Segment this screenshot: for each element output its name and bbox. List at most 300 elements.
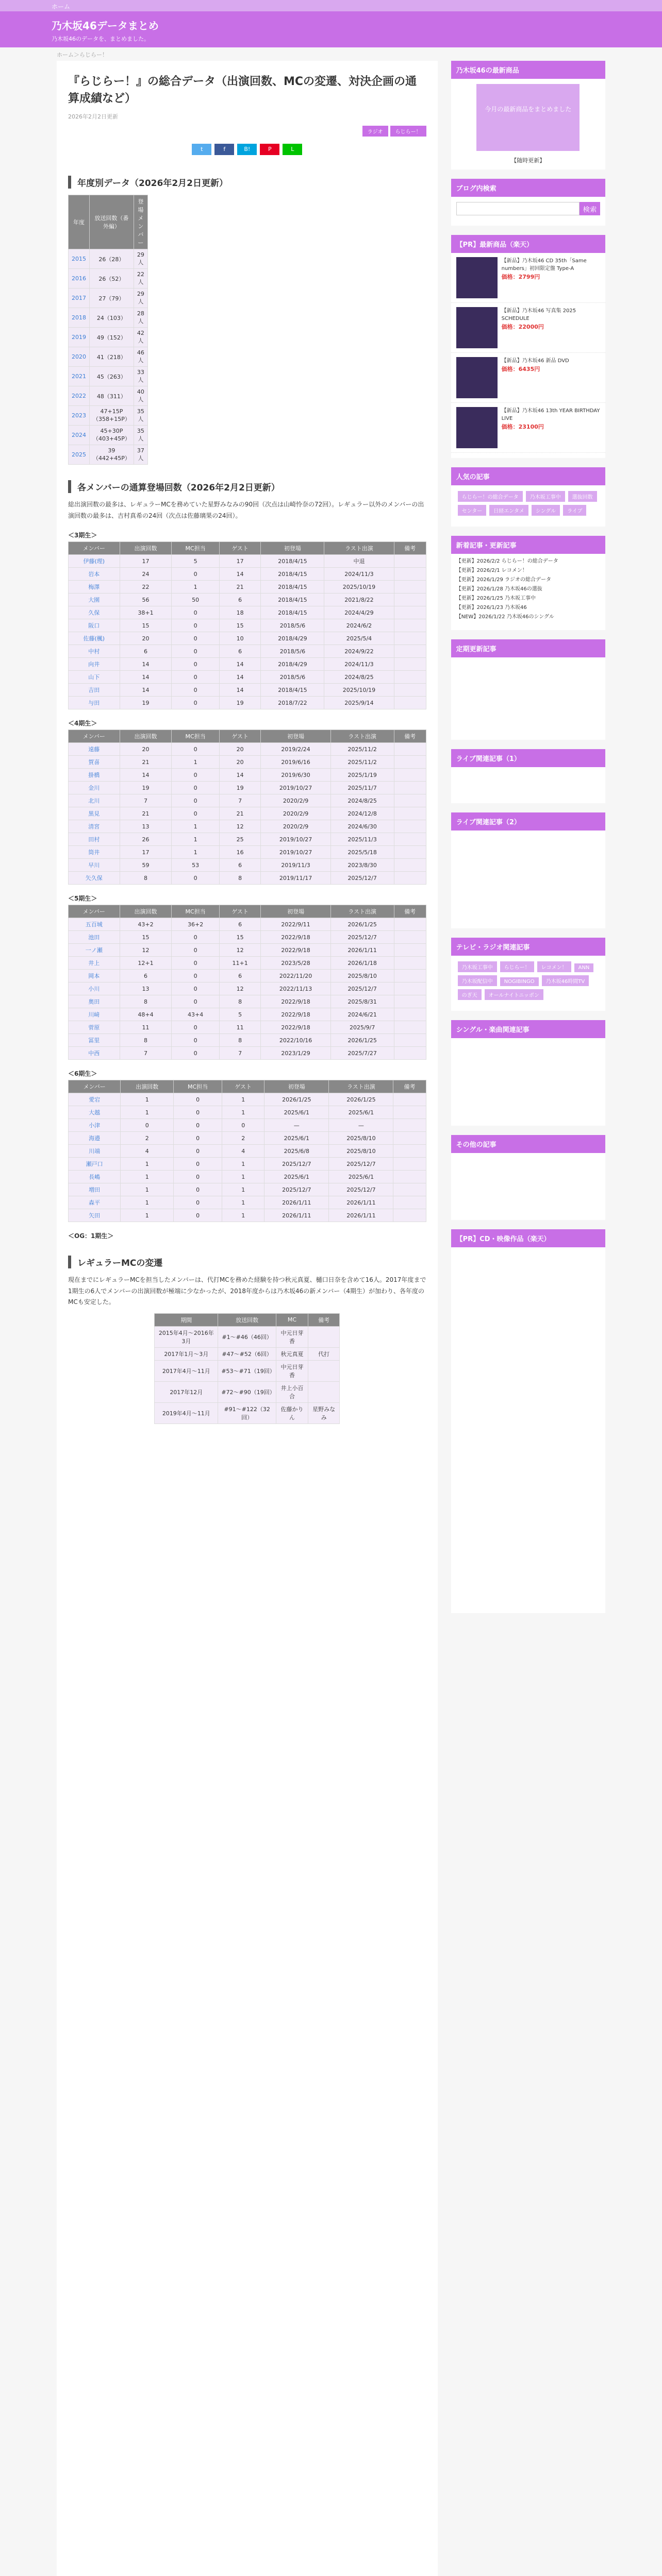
table-cell: 6: [219, 594, 261, 606]
table-row: [69, 1047, 426, 1060]
table-row: [155, 1381, 340, 1402]
col-header: 登場メンバー: [134, 195, 147, 249]
member-link[interactable]: 小川: [69, 982, 120, 995]
product-item[interactable]: [451, 303, 605, 353]
member-link[interactable]: 山下: [69, 671, 120, 684]
col-header: ゲスト: [219, 905, 261, 918]
sidebar-heading: 新着記事・更新記事: [451, 536, 605, 554]
tag-rajira[interactable]: らじらー！: [390, 126, 426, 137]
chip-link[interactable]: 乃木坂工事中: [526, 491, 565, 502]
sidebar-tv: [451, 938, 605, 1011]
chip-link[interactable]: らじらー！の総合データ: [458, 491, 523, 502]
table-cell: 24（103）: [90, 308, 134, 328]
table-cell: [393, 1158, 426, 1171]
member-link[interactable]: 中村: [69, 645, 120, 658]
table-row: [69, 367, 148, 386]
table-cell: 12: [219, 982, 261, 995]
facebook-share-button[interactable]: f: [214, 144, 234, 155]
chip-link[interactable]: センター: [458, 505, 487, 516]
table-cell: 14: [219, 684, 261, 697]
table-cell: [394, 782, 426, 794]
table-cell: 0: [172, 1021, 219, 1034]
table-cell: 12: [219, 820, 261, 833]
table-cell: 0: [172, 769, 219, 782]
member-link[interactable]: 遠藤: [69, 743, 120, 756]
table-row: [69, 269, 148, 289]
product-price: 価格：23100円: [501, 423, 544, 430]
chip-link[interactable]: オールナイトニッポン: [485, 989, 543, 1000]
member-link[interactable]: 森平: [69, 1196, 121, 1209]
table-cell: #47〜#52（6回）: [218, 1347, 276, 1360]
col-header: MC担当: [172, 730, 219, 743]
member-link[interactable]: 北川: [69, 794, 120, 807]
col-header: 初登場: [264, 1080, 329, 1093]
table-cell: 2025/8/31: [330, 995, 394, 1008]
table-cell: 33人: [134, 367, 147, 386]
member-link[interactable]: 長嶋: [69, 1171, 121, 1183]
table-cell: 15: [219, 931, 261, 944]
member-link[interactable]: 五百城: [69, 918, 120, 931]
member-link[interactable]: 阪口: [69, 619, 120, 632]
sidebar-new-products: [451, 61, 605, 170]
table-cell: 中元日芽香: [276, 1360, 308, 1381]
table-cell: [394, 606, 426, 619]
table-cell: 7: [120, 1047, 172, 1060]
member-link[interactable]: 筒井: [69, 846, 120, 859]
member-link[interactable]: 早川: [69, 859, 120, 872]
table-cell: 1: [121, 1158, 174, 1171]
member-link[interactable]: 矢久保: [69, 872, 120, 885]
member-link[interactable]: 吉田: [69, 684, 120, 697]
table-cell: 11: [219, 1021, 261, 1034]
member-link[interactable]: 矢田: [69, 1209, 121, 1222]
table-cell: 6: [219, 645, 261, 658]
table-row: [69, 658, 426, 671]
table-cell: 2024/4/29: [324, 606, 394, 619]
table-cell: 1: [172, 756, 219, 769]
table-cell: 2026/1/25: [329, 1093, 393, 1106]
member-link[interactable]: 向井: [69, 658, 120, 671]
table-cell: 1: [172, 833, 219, 846]
sidebar-history: [451, 639, 605, 740]
table-cell: 2019/11/17: [261, 872, 330, 885]
member-link[interactable]: 一ノ瀬: [69, 944, 120, 957]
table-cell: 2022/9/18: [261, 1021, 330, 1034]
col-header: 出演回数: [121, 1080, 174, 1093]
table-cell: [394, 970, 426, 982]
table-cell: 15: [120, 931, 172, 944]
member-link[interactable]: 冨里: [69, 1034, 120, 1047]
table-cell: 星野みなみ: [308, 1402, 340, 1423]
member-link[interactable]: 黒見: [69, 807, 120, 820]
table-row: [69, 756, 426, 769]
member-link[interactable]: 川﨑: [69, 1008, 120, 1021]
table-cell: 0: [172, 931, 219, 944]
product-image[interactable]: [456, 307, 498, 348]
table-cell: 43+4: [172, 1008, 219, 1021]
table-cell: 1: [121, 1209, 174, 1222]
year-link[interactable]: 2024: [69, 426, 90, 445]
news-item[interactable]: 【更新】2026/2/1 レコメン！: [456, 568, 527, 573]
member-link[interactable]: 奥田: [69, 995, 120, 1008]
news-item[interactable]: 【更新】2026/1/23 乃木坂46: [456, 605, 527, 611]
member-link[interactable]: 大園: [69, 594, 120, 606]
table-cell: 4: [222, 1145, 264, 1158]
chip-link[interactable]: 乃木坂工事中: [458, 961, 497, 972]
table-cell: 0: [174, 1106, 222, 1119]
new-products-link[interactable]: 【随時更新】: [511, 157, 545, 164]
table-cell: [394, 957, 426, 970]
table-row: [69, 872, 426, 885]
chip-link[interactable]: のぎ天: [458, 989, 482, 1000]
table-cell: 21: [120, 807, 172, 820]
pocket-share-button[interactable]: P: [260, 144, 279, 155]
col-header: 初登場: [261, 905, 330, 918]
table-cell: [394, 594, 426, 606]
member-link[interactable]: 清宮: [69, 820, 120, 833]
table-cell: 20: [120, 743, 172, 756]
col-header: メンバー: [69, 542, 120, 555]
table-cell: [394, 756, 426, 769]
table-cell: 0: [172, 982, 219, 995]
year-link[interactable]: 2023: [69, 406, 90, 426]
table-cell: 14: [120, 658, 172, 671]
line-share-button[interactable]: L: [283, 144, 302, 155]
search-button[interactable]: 検索: [580, 202, 600, 215]
site-title[interactable]: 乃木坂46データまとめ: [52, 20, 159, 32]
table-row: [69, 347, 148, 367]
mc-table: [154, 1313, 340, 1424]
member-link[interactable]: 瀬戸口: [69, 1158, 121, 1171]
table-row: [69, 406, 148, 426]
table-row: [69, 769, 426, 782]
table-cell: [394, 807, 426, 820]
table-cell: 2020/2/9: [261, 794, 330, 807]
table-cell: 0: [172, 645, 219, 658]
table-cell: 48（311）: [90, 386, 134, 406]
mc-intro: 現在までにレギュラーMCを担当したメンバーは、代打MCを務めた経験を持つ秋元真夏、樋口日奈を含めて16人。2017年度まで1期生の6人でメンバーの出演回数が極端に少なかったが、2018年度からは乃木坂46の新メンバー（4期生）が加わり、各年度のMCも安定した。: [68, 1276, 426, 1306]
member-link[interactable]: 佐藤(楓): [69, 632, 120, 645]
table-cell: [393, 1132, 426, 1145]
member-link[interactable]: 掛橋: [69, 769, 120, 782]
news-item[interactable]: 【更新】2026/2/2 らじらー！の総合データ: [456, 558, 558, 564]
table-row: [69, 995, 426, 1008]
table-row: [69, 820, 426, 833]
table-cell: 14: [219, 568, 261, 581]
table-cell: [393, 1209, 426, 1222]
table-cell: [308, 1360, 340, 1381]
chip-link[interactable]: 選抜回数: [568, 491, 597, 502]
table-row: [69, 632, 426, 645]
table-cell: 2018/4/15: [261, 568, 324, 581]
section-heading-year: 年度別データ（2026年2月2日更新）: [68, 176, 426, 189]
table-cell: 7: [219, 794, 261, 807]
table-cell: 2024/9/22: [324, 645, 394, 658]
table-cell: 20: [120, 632, 172, 645]
table-cell: 2024/11/3: [324, 568, 394, 581]
table-cell: [394, 918, 426, 931]
table-cell: 18: [219, 606, 261, 619]
member-link[interactable]: 伊藤(理): [69, 555, 120, 568]
table-cell: 25: [219, 833, 261, 846]
table-cell: [394, 671, 426, 684]
product-title[interactable]: 【新品】乃木坂46 写真集 2025 SCHEDULE: [501, 308, 576, 321]
sidebar-heading: その他の記事: [451, 1135, 605, 1153]
member-link[interactable]: 中西: [69, 1047, 120, 1060]
table-row: [69, 846, 426, 859]
table-cell: 2025/6/1: [264, 1171, 329, 1183]
product-item[interactable]: [451, 403, 605, 453]
table-cell: [393, 1196, 426, 1209]
table-row: [69, 1021, 426, 1034]
col-header: 備考: [394, 730, 426, 743]
table-cell: [394, 1021, 426, 1034]
table-cell: #53〜#71（19回）: [218, 1360, 276, 1381]
table-row: [69, 807, 426, 820]
year-link[interactable]: 2015: [69, 249, 90, 269]
col-header: 初登場: [261, 730, 330, 743]
table-cell: 2018/5/6: [261, 671, 324, 684]
table-row: [69, 671, 426, 684]
table-row: [69, 970, 426, 982]
table-row: [69, 594, 426, 606]
chip-link[interactable]: シングル: [532, 505, 560, 516]
table-cell: 14: [120, 671, 172, 684]
gen3-table: [68, 541, 426, 709]
table-cell: 2: [121, 1132, 174, 1145]
chip-link[interactable]: レコメン！: [537, 961, 571, 972]
table-cell: 39（442+45P）: [90, 445, 134, 465]
member-link[interactable]: 久保: [69, 606, 120, 619]
member-link[interactable]: 大越: [69, 1106, 121, 1119]
chip-link[interactable]: 日経エンタメ: [489, 505, 528, 516]
table-cell: 26（52）: [90, 269, 134, 289]
member-link[interactable]: 岩本: [69, 568, 120, 581]
table-cell: 14: [120, 769, 172, 782]
member-link[interactable]: 海邉: [69, 1132, 121, 1145]
member-link[interactable]: 増田: [69, 1183, 121, 1196]
table-cell: 47+15P（358+15P）: [90, 406, 134, 426]
table-cell: 2025/12/7: [264, 1158, 329, 1171]
twitter-share-button[interactable]: t: [192, 144, 211, 155]
member-link[interactable]: 梅澤: [69, 581, 120, 594]
section-heading-member: 各メンバーの通算登場回数（2026年2月2日更新）: [68, 480, 426, 493]
chip-link[interactable]: らじらー！: [500, 961, 534, 972]
product-image[interactable]: [456, 407, 498, 448]
table-cell: 2025/11/7: [330, 782, 394, 794]
table-cell: 1: [172, 581, 219, 594]
table-cell: 8: [219, 995, 261, 1008]
table-cell: [394, 568, 426, 581]
table-cell: 28人: [134, 308, 147, 328]
table-cell: [394, 944, 426, 957]
sidebar-live1: [451, 749, 605, 803]
table-cell: 21: [219, 807, 261, 820]
table-cell: 12: [120, 944, 172, 957]
product-image[interactable]: [456, 257, 498, 298]
year-link[interactable]: 2020: [69, 347, 90, 367]
table-cell: 21: [219, 581, 261, 594]
year-link[interactable]: 2018: [69, 308, 90, 328]
news-item[interactable]: 【更新】2026/1/25 乃木坂工事中: [456, 596, 536, 601]
product-title[interactable]: 【新品】乃木坂46 13th YEAR BIRTHDAY LIVE: [501, 408, 600, 421]
member-link[interactable]: 菅原: [69, 1021, 120, 1034]
member-link[interactable]: 岡本: [69, 970, 120, 982]
member-link[interactable]: 池田: [69, 931, 120, 944]
table-cell: [394, 684, 426, 697]
table-cell: 22人: [134, 269, 147, 289]
table-cell: 2022/9/18: [261, 944, 330, 957]
table-cell: 2024/8/25: [324, 671, 394, 684]
table-cell: [394, 859, 426, 872]
member-link[interactable]: 金川: [69, 782, 120, 794]
table-cell: 井上小百合: [276, 1381, 308, 1402]
table-cell: [394, 619, 426, 632]
table-cell: 56: [120, 594, 172, 606]
table-cell: 38+1: [120, 606, 172, 619]
col-header: ラスト出演: [330, 730, 394, 743]
table-row: [155, 1326, 340, 1347]
home-link[interactable]: ホーム: [52, 3, 71, 10]
chip-link[interactable]: ANN: [574, 963, 594, 972]
new-products-banner[interactable]: [476, 84, 580, 151]
member-link[interactable]: 小津: [69, 1119, 121, 1132]
chip-link[interactable]: 乃木坂46時間TV: [542, 975, 589, 986]
table-cell: 秋元真夏: [276, 1347, 308, 1360]
table-cell: 0: [172, 671, 219, 684]
col-header: 出演回数: [120, 542, 172, 555]
table-cell: 0: [174, 1119, 222, 1132]
year-link[interactable]: 2016: [69, 269, 90, 289]
table-cell: 0: [172, 619, 219, 632]
table-cell: 35人: [134, 426, 147, 445]
table-cell: 2019/10/27: [261, 846, 330, 859]
member-link[interactable]: 賀喜: [69, 756, 120, 769]
article-title: 『らじらー！』の総合データ（出演回数、MCの変遷、対決企画の通算成績など）: [68, 75, 417, 105]
table-cell: #72〜#90（19回）: [218, 1381, 276, 1402]
table-cell: 2025/12/7: [329, 1183, 393, 1196]
table-cell: 2: [222, 1132, 264, 1145]
chip-link[interactable]: 乃木坂配信中: [458, 975, 497, 986]
year-link[interactable]: 2025: [69, 445, 90, 465]
table-cell: 0: [174, 1183, 222, 1196]
gen5-table: [68, 905, 426, 1060]
col-header: ゲスト: [219, 730, 261, 743]
table-cell: 5: [172, 555, 219, 568]
member-link[interactable]: 与田: [69, 697, 120, 709]
member-link[interactable]: 川端: [69, 1145, 121, 1158]
table-row: [69, 445, 148, 465]
news-item[interactable]: 【更新】2026/1/29 ラジオの総合データ: [456, 577, 552, 583]
member-link[interactable]: 井上: [69, 957, 120, 970]
table-cell: 19: [120, 782, 172, 794]
table-cell: 2019/6/30: [261, 769, 330, 782]
year-link[interactable]: 2017: [69, 289, 90, 308]
member-link[interactable]: 田村: [69, 833, 120, 846]
breadcrumb[interactable]: ホーム＞らじらー！: [57, 52, 108, 58]
hatena-share-button[interactable]: B!: [237, 144, 257, 155]
table-cell: 2017年4月〜11月: [155, 1360, 218, 1381]
table-row: [69, 1119, 426, 1132]
year-link[interactable]: 2021: [69, 367, 90, 386]
table-cell: 2025/11/3: [330, 833, 394, 846]
table-cell: 19: [219, 782, 261, 794]
table-cell: 2021/8/22: [324, 594, 394, 606]
col-header: 備考: [393, 1080, 426, 1093]
table-row: [69, 308, 148, 328]
year-link[interactable]: 2019: [69, 328, 90, 347]
table-cell: 26: [120, 833, 172, 846]
table-cell: 29人: [134, 249, 147, 269]
product-image[interactable]: [456, 357, 498, 398]
table-cell: 2025/6/1: [264, 1106, 329, 1119]
product-item[interactable]: [451, 253, 605, 303]
table-cell: [394, 982, 426, 995]
news-item[interactable]: 【NEW】2026/1/22 乃木坂46のシングル: [456, 614, 554, 620]
table-cell: 27（79）: [90, 289, 134, 308]
table-cell: 2025/6/1: [329, 1106, 393, 1119]
table-row: [69, 1106, 426, 1119]
table-cell: 2025/12/7: [330, 931, 394, 944]
table-cell: 中元日芽香: [276, 1326, 308, 1347]
product-title[interactable]: 【新品】乃木坂46 新品 DVD: [501, 358, 569, 364]
table-cell: 2025/8/10: [330, 970, 394, 982]
member-intro: 総出演回数の最多は、レギュラーMCを務めていた星野みなみの90回（次点は山崎怜奈の72回）。レギュラー以外のメンバーの出演回数の最多は、吉村真希の24回（次点は佐藤璃果の24回）。: [68, 501, 424, 519]
table-cell: 2017年12月: [155, 1381, 218, 1402]
search-input[interactable]: [456, 202, 580, 215]
table-row: [69, 581, 426, 594]
table-row: [69, 794, 426, 807]
table-cell: 2018/4/15: [261, 594, 324, 606]
table-cell: 48+4: [120, 1008, 172, 1021]
chip-link[interactable]: ライブ: [563, 505, 586, 516]
table-cell: 0: [222, 1119, 264, 1132]
tag-radio[interactable]: ラジオ: [362, 126, 388, 137]
table-row: [69, 1008, 426, 1021]
sidebar-live2: [451, 812, 605, 928]
table-row: [69, 386, 148, 406]
year-link[interactable]: 2022: [69, 386, 90, 406]
table-cell: [394, 658, 426, 671]
table-cell: [394, 794, 426, 807]
news-item[interactable]: 【更新】2026/1/28 乃木坂46の選抜: [456, 586, 542, 592]
table-cell: 2025/5/18: [330, 846, 394, 859]
sidebar-popular: [451, 467, 605, 527]
table-row: [155, 1402, 340, 1423]
table-cell: 0: [172, 1034, 219, 1047]
table-cell: 0: [172, 658, 219, 671]
product-title[interactable]: 【新品】乃木坂46 CD 35th「Same numbers」初回限定盤 Type-A: [501, 258, 587, 272]
table-cell: 2022/9/18: [261, 1008, 330, 1021]
table-cell: [394, 555, 426, 568]
table-cell: 19: [120, 697, 172, 709]
member-link[interactable]: 愛宕: [69, 1093, 121, 1106]
col-header: 放送回数（番外編）: [90, 195, 134, 249]
top-bar: [0, 0, 662, 11]
col-header: ゲスト: [222, 1080, 264, 1093]
table-cell: [394, 872, 426, 885]
product-item[interactable]: [451, 353, 605, 403]
sidebar-heading: テレビ・ラジオ関連記事: [451, 938, 605, 956]
table-cell: 11+1: [219, 957, 261, 970]
table-cell: 2022/10/16: [261, 1034, 330, 1047]
col-header: メンバー: [69, 1080, 121, 1093]
table-row: [69, 426, 148, 445]
gen3-heading: ＜3期生＞: [68, 532, 97, 539]
chip-link[interactable]: NOGIBINGO: [500, 977, 539, 986]
table-cell: 2025/11/2: [330, 756, 394, 769]
table-cell: 43+2: [120, 918, 172, 931]
